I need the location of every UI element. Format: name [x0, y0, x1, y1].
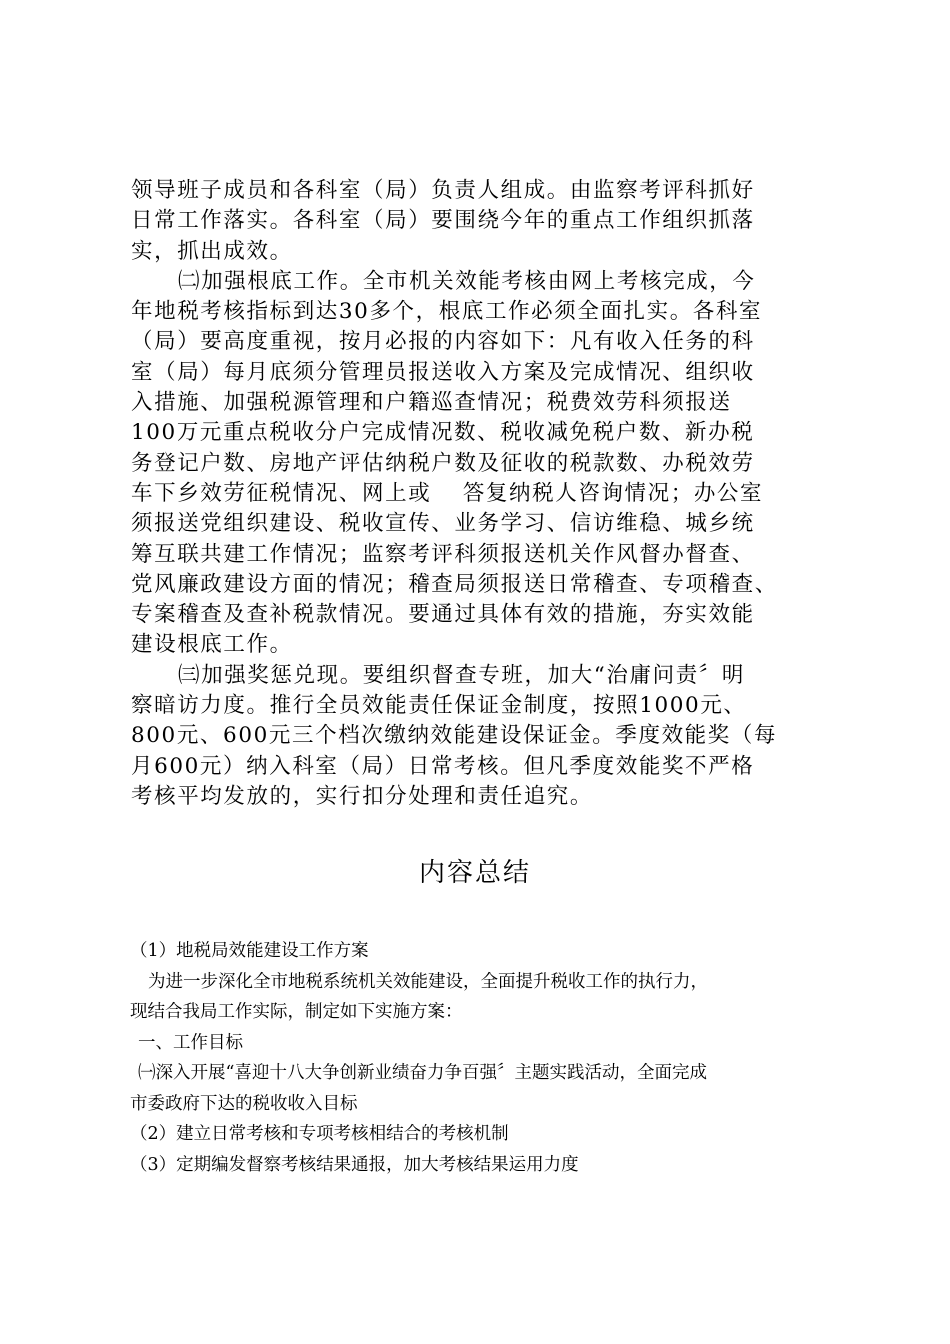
summary-item: 一、工作目标 — [138, 1032, 243, 1053]
text-line: ㈢加强奖惩兑现。要组织督查专班，加大“治庸问责〞明 — [178, 662, 745, 688]
summary-item: 为进一步深化全市地税系统机关效能建设，全面提升税收工作的执行力， — [148, 971, 708, 992]
paragraph-3 — [131, 661, 821, 812]
summary-item: （1）地税局效能建设工作方案 — [130, 941, 369, 961]
text-line: 须报送党组织建设、税收宣传、业务学习、信访维稳、城乡统 — [131, 511, 755, 537]
summary-item: （3）定期编发督察考核结果通报，加大考核结果运用力度 — [130, 1154, 579, 1175]
text-line: 车下乡效劳征税情况、网上或 答复纳税人咨询情况；办公室 — [131, 480, 764, 506]
text-line: 室（局）每月底须分管理员报送收入方案及完成情况、组织收 — [131, 359, 755, 385]
text-line: 务登记户数、房地产评估纳税户数及征收的税款数、办税效劳 — [131, 450, 755, 476]
text-line: 筹互联共建工作情况；监察考评科须报送机关作风督办督查、 — [131, 541, 755, 567]
summary-title: 内容总结 — [418, 858, 531, 888]
text-line: 实，抓出成效。 — [131, 238, 293, 264]
text-line: ㈡加强根底工作。全市机关效能考核由网上考核完成，今 — [178, 268, 756, 294]
text-line: 日常工作落实。各科室（局）要围绕今年的重点工作组织抓落 — [131, 208, 755, 234]
summary-item: ㈠深入开展“喜迎十八大争创新业绩奋力争百强〞主题实践活动，全面完成 — [138, 1063, 707, 1083]
text-line: 专案稽查及查补税款情况。要通过具体有效的措施，夯实效能 — [131, 602, 755, 628]
text-line: 800元、600元三个档次缴纳效能建设保证金。季度效能奖（每 — [131, 723, 778, 749]
text-line: 考核平均发放的，实行扣分处理和责任追究。 — [131, 783, 594, 809]
summary-item: 市委政府下达的税收收入目标 — [130, 1093, 358, 1114]
text-line: 建设根底工作。 — [131, 632, 293, 658]
summary-item: （2）建立日常考核和专项考核相结合的考核机制 — [130, 1124, 509, 1144]
paragraph-1 — [131, 176, 821, 267]
summary-item: 现结合我局工作实际，制定如下实施方案： — [130, 1002, 463, 1022]
text-line: 党风廉政建设方面的情况；稽查局须报送日常稽查、专项稽查、 — [131, 571, 778, 597]
summary-section — [130, 936, 830, 1180]
text-line: 月600元）纳入科室（局）日常考核。但凡季度效能奖不严格 — [131, 753, 755, 779]
text-line: 察暗访力度。推行全员效能责任保证金制度，按照1000元、 — [131, 693, 747, 719]
text-line: 100万元重点税收分户完成情况数、税收减免税户数、新办税 — [131, 420, 755, 446]
text-line: （局）要高度重视，按月必报的内容如下：凡有收入任务的科 — [131, 329, 755, 355]
text-line: 年地税考核指标到达30多个，根底工作必须全面扎实。各科室 — [131, 299, 763, 325]
paragraph-2 — [131, 267, 821, 661]
text-line: 入措施、加强税源管理和户籍巡查情况；税费效劳科须报送 — [131, 390, 732, 416]
body-text — [131, 176, 821, 812]
text-line: 领导班子成员和各科室（局）负责人组成。由监察考评科抓好 — [131, 178, 755, 203]
